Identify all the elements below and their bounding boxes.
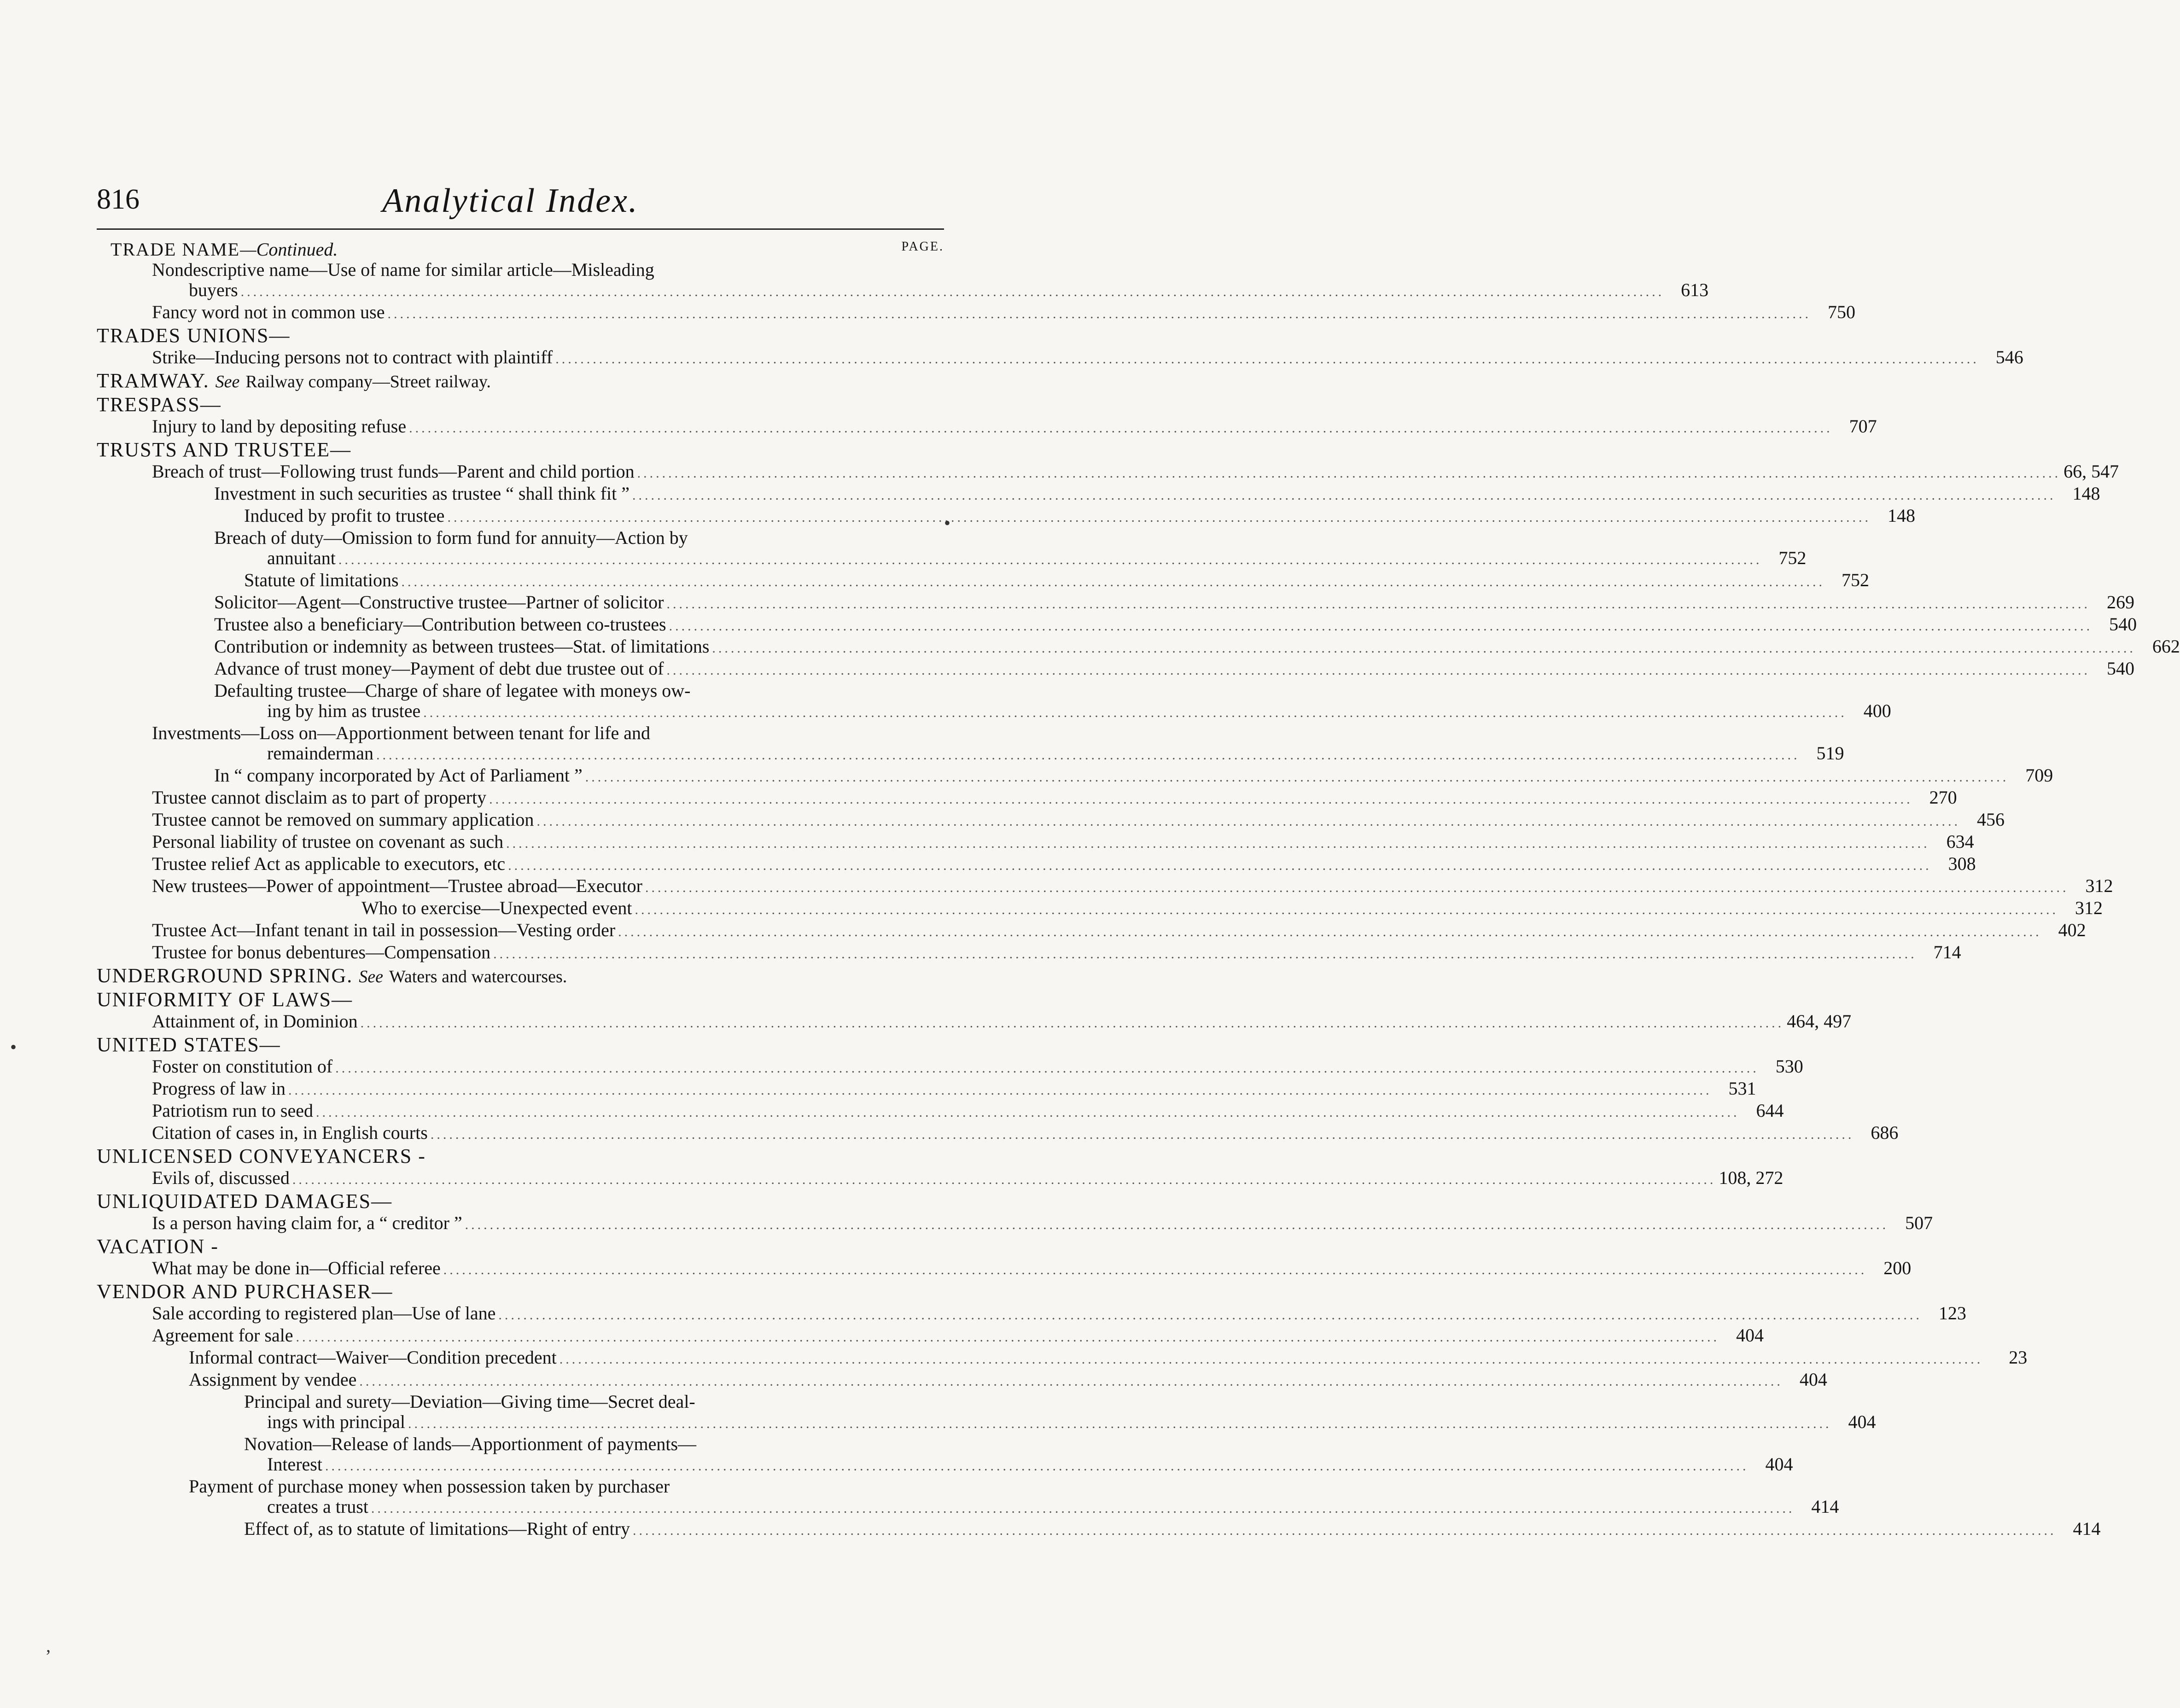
index-line — [97, 1011, 1852, 1033]
page-ref: 66, 547 — [2063, 461, 2119, 482]
page-ref: 540 — [2109, 614, 2137, 635]
entry-text: Injury to land by depositing refuse — [152, 416, 407, 437]
entry-text: Defaulting trustee—Charge of share of legatee with moneys ow- — [214, 680, 691, 701]
index-line — [97, 1476, 944, 1497]
page-ref: 200 — [1883, 1258, 1912, 1278]
entry-text: Agreement for sale — [152, 1325, 293, 1346]
entry-text: Strike—Inducing persons not to contract with plaintiff — [152, 347, 553, 367]
column-head — [97, 230, 944, 258]
dot-leader — [385, 304, 1814, 324]
heading-text: VACATION - — [97, 1235, 219, 1258]
dot-leader — [486, 789, 1916, 810]
page-ref: 456 — [1976, 809, 2005, 830]
page-ref: 714 — [1933, 942, 1961, 962]
index-line — [97, 636, 2180, 659]
page-ref: 752 — [1842, 570, 1870, 590]
dot-leader — [238, 282, 1667, 302]
page-ref: 752 — [1778, 548, 1807, 568]
page-ref: 148 — [1887, 505, 1915, 526]
entry-text: Interest — [267, 1454, 322, 1475]
index-line — [97, 898, 2103, 920]
heading-text: TRADES UNIONS— — [97, 324, 291, 347]
entry-text: Breach of trust—Following trust funds—Parent and child portion — [152, 461, 635, 482]
page-ref: 308 — [1948, 853, 1976, 874]
dot-leader — [503, 834, 1933, 854]
index-heading — [97, 1145, 944, 1168]
entry-text: Trustee for bonus debentures—Compensation — [152, 942, 491, 962]
index-line — [97, 1100, 1784, 1123]
heading-text: VENDOR AND PURCHASER— — [97, 1280, 393, 1303]
page-ref: 404 — [1848, 1411, 1876, 1432]
entry-text: Investment in such securities as trustee “ shall think fit ” — [214, 483, 630, 504]
entry-text: Investments—Loss on—Apportionment between tenant for life and — [152, 723, 650, 743]
page-ref: 686 — [1871, 1122, 1899, 1143]
margin-mark-left: • — [10, 1037, 17, 1057]
page-ref: 414 — [2073, 1518, 2101, 1539]
index-line — [97, 505, 1915, 528]
entry-text: Progress of law in — [152, 1078, 286, 1099]
entry-text: Solicitor—Agent—Constructive trustee—Partner of solicitor — [214, 592, 664, 612]
page-ref: 400 — [1863, 700, 1891, 721]
entry-text: Sale according to registered plan—Use of lane — [152, 1303, 496, 1323]
dot-leader — [557, 1349, 1986, 1370]
page-ref: 531 — [1728, 1078, 1756, 1099]
dot-leader — [293, 1327, 1723, 1347]
page-ref: 519 — [1816, 743, 1844, 764]
index-heading — [97, 988, 944, 1011]
index-line — [97, 942, 1961, 964]
index-line — [97, 1056, 1803, 1078]
page-ref: 312 — [2075, 898, 2103, 918]
page-ref: 707 — [1849, 416, 1877, 437]
entry-text: Citation of cases in, in English courts — [152, 1122, 428, 1143]
dot-leader — [358, 1013, 1787, 1033]
dot-leader — [368, 1498, 1798, 1519]
index-line — [97, 302, 1855, 324]
dot-leader — [406, 418, 1836, 438]
page-ref: 507 — [1905, 1213, 1933, 1233]
entry-text: Fancy word not in common use — [152, 302, 385, 322]
dot-leader — [356, 1371, 1786, 1392]
index-heading — [97, 1033, 944, 1056]
dot-leader — [290, 1170, 1719, 1190]
entry-text: Patriotism run to seed — [152, 1100, 313, 1121]
index-line — [97, 483, 2100, 506]
page-ref: 414 — [1811, 1496, 1839, 1517]
continued-label: —Continued. — [240, 239, 338, 260]
index-line — [97, 592, 2134, 614]
dot-leader — [664, 660, 2093, 681]
dot-leader — [642, 878, 2072, 898]
heading-text: TRAMWAY. — [97, 369, 210, 392]
page-ref: 312 — [2085, 875, 2113, 896]
dot-leader — [313, 1102, 1743, 1123]
dot-leader — [336, 550, 1765, 570]
page-ref: 634 — [1946, 831, 1974, 852]
dot-leader — [332, 1058, 1762, 1078]
entry-text: Payment of purchase money when possession taken by purchaser — [189, 1476, 670, 1497]
index-line — [97, 260, 944, 280]
index-line — [97, 1369, 1827, 1392]
entry-text: Statute of limitations — [244, 570, 399, 590]
index-line — [97, 743, 1844, 765]
index-heading — [97, 369, 944, 393]
index-line — [97, 347, 2023, 369]
index-line — [97, 614, 2137, 636]
index-heading — [97, 324, 944, 347]
page-ref: 148 — [2072, 483, 2100, 504]
dot-leader — [405, 1414, 1835, 1434]
dot-leader — [441, 1260, 1870, 1280]
heading-text: TRESPASS— — [97, 393, 221, 416]
entry-text: Contribution or indemnity as between trustees—Stat. of limitations — [214, 636, 710, 657]
index-heading — [97, 1280, 944, 1303]
dot-leader — [664, 594, 2093, 614]
index-line — [97, 1434, 944, 1454]
entry-text: Informal contract—Waiver—Condition precedent — [189, 1347, 557, 1368]
index-line — [97, 681, 944, 701]
index-line — [97, 658, 2134, 681]
entry-text: Induced by profit to trustee — [244, 505, 445, 526]
index-line — [97, 1392, 944, 1412]
entry-text: buyers — [189, 280, 238, 300]
index-line — [97, 1303, 1966, 1325]
dot-leader — [615, 922, 2045, 942]
entry-text: Effect of, as to statute of limitations—Right of entry — [244, 1518, 630, 1539]
page-ref: 662 — [2152, 636, 2180, 657]
entry-text: Trustee Act—Infant tenant in tail in possession—Vesting order — [152, 920, 616, 940]
index-line — [97, 853, 1976, 876]
heading-text: UNDERGROUND SPRING. — [97, 964, 353, 987]
entry-text: Trustee cannot be removed on summary application — [152, 809, 534, 830]
entry-text: Breach of duty—Omission to form fund for annuity—Action by — [214, 527, 688, 548]
page-ref: 644 — [1756, 1100, 1784, 1121]
page-ref: 404 — [1736, 1325, 1764, 1346]
index-line — [97, 831, 1974, 854]
index-line — [97, 809, 2005, 832]
dot-leader — [635, 463, 2064, 484]
index-heading — [97, 1190, 944, 1213]
heading-text: UNIFORMITY OF LAWS— — [97, 988, 353, 1011]
dot-leader — [286, 1080, 1715, 1101]
index-line — [97, 1518, 2101, 1541]
dot-leader — [462, 1215, 1892, 1235]
see-label: See — [215, 372, 240, 391]
page-ref: 404 — [1765, 1454, 1793, 1475]
index-line — [97, 1325, 1764, 1347]
index-heading — [97, 964, 944, 988]
page-ref: 709 — [2025, 765, 2053, 786]
entry-text: Trustee cannot disclaim as to part of property — [152, 787, 487, 808]
page-ref: 464, 497 — [1787, 1011, 1852, 1032]
index-line — [97, 875, 2113, 898]
index-line — [97, 548, 1807, 570]
index-line — [97, 1078, 1756, 1101]
dot-leader — [632, 900, 2062, 920]
entry-text: Principal and surety—Deviation—Giving time—Secret deal- — [244, 1391, 695, 1412]
entry-text: Is a person having claim for, a “ creditor ” — [152, 1213, 462, 1233]
page-ref: 530 — [1775, 1056, 1803, 1077]
index-line — [97, 1347, 2028, 1370]
index-line — [97, 1454, 1793, 1476]
page-header — [97, 175, 944, 230]
dot-leader — [399, 572, 1828, 592]
index-line — [97, 1167, 1784, 1190]
dot-leader — [505, 856, 1935, 876]
page-ref: 402 — [2058, 920, 2086, 940]
heading-text: UNLICENSED CONVEYANCERS - — [97, 1145, 426, 1167]
heading-text: UNLIQUIDATED DAMAGES— — [97, 1190, 393, 1213]
index-heading — [97, 438, 944, 461]
dot-leader — [630, 1521, 2059, 1541]
running-title: Analytical Index. — [382, 182, 639, 220]
index-line — [97, 416, 1877, 438]
entry-text: ing by him as trustee — [267, 700, 421, 721]
entry-text: remainderman — [267, 743, 373, 764]
index-line — [97, 723, 944, 743]
page-ref: 123 — [1938, 1303, 1966, 1323]
entry-text: Novation—Release of lands—Apportionment of payments— — [244, 1434, 697, 1454]
entry-text: Advance of trust money—Payment of debt due trustee out of — [214, 658, 664, 679]
entry-text: Evils of, discussed — [152, 1167, 290, 1188]
page-ref: 270 — [1929, 787, 1957, 808]
dot-leader — [428, 1125, 1857, 1145]
page-ref: 23 — [2009, 1347, 2028, 1368]
dot-leader — [322, 1456, 1752, 1476]
margin-mark-bottom: , — [46, 1635, 51, 1656]
entry-text: In “ company incorporated by Act of Parliament ” — [214, 765, 583, 786]
entry-text: Foster on constitution of — [152, 1056, 333, 1077]
entry-text: Nondescriptive name—Use of name for similar article—Misleading — [152, 259, 654, 280]
page-ref: 613 — [1681, 280, 1709, 300]
dot-leader — [373, 745, 1803, 765]
entry-text: Who to exercise—Unexpected event — [361, 898, 632, 918]
margin-mark-right: • — [944, 513, 951, 533]
index-line — [97, 570, 1870, 592]
index-line — [97, 1122, 1899, 1145]
header-rule — [97, 228, 944, 230]
index-line — [97, 280, 1709, 302]
index-line — [97, 1496, 1839, 1519]
page-column-label: PAGE. — [901, 239, 944, 254]
dot-leader — [630, 485, 2059, 506]
page-number: 816 — [97, 184, 140, 215]
index-heading — [97, 1235, 944, 1258]
index-heading — [97, 393, 944, 416]
dot-leader — [490, 944, 1920, 964]
dot-leader — [553, 349, 1982, 369]
entry-text: ings with principal — [267, 1411, 405, 1432]
index-line — [97, 700, 1891, 723]
page-ref: 108, 272 — [1719, 1167, 1784, 1188]
index-line — [97, 1213, 1933, 1235]
page-ref: 540 — [2106, 658, 2134, 679]
index-line — [97, 1411, 1876, 1434]
entry-text: Trustee also a beneficiary—Contribution between co-trustees — [214, 614, 666, 635]
index-page — [97, 175, 2180, 1541]
dot-leader — [709, 638, 2139, 659]
entry-text: New trustees—Power of appointment—Trustee abroad—Executor — [152, 875, 642, 896]
entry-text: Assignment by vendee — [189, 1369, 357, 1390]
see-label: See — [359, 967, 384, 986]
dot-leader — [534, 811, 1963, 832]
index-line — [97, 528, 944, 548]
index-line — [97, 765, 2053, 787]
entry-text: Trustee relief Act as applicable to executors, etc — [152, 853, 506, 874]
continued-topic-heading — [111, 239, 338, 260]
page-ref: 750 — [1828, 302, 1855, 322]
index-line — [97, 1258, 1912, 1280]
index-line — [97, 461, 2119, 484]
entry-text: Personal liability of trustee on covenant as such — [152, 831, 504, 852]
dot-leader — [583, 767, 2012, 787]
dot-leader — [420, 703, 1850, 723]
dot-leader — [495, 1305, 1925, 1325]
heading-text: TRUSTS AND TRUSTEE— — [97, 438, 352, 461]
page-ref: 404 — [1799, 1369, 1827, 1390]
cross-reference: Railway company—Street railway. — [245, 372, 491, 391]
dot-leader — [444, 507, 1874, 528]
cross-reference: Waters and watercourses. — [389, 967, 567, 986]
index-line — [97, 920, 2086, 942]
page-ref: 269 — [2106, 592, 2134, 612]
dot-leader — [666, 616, 2096, 636]
index-line — [97, 787, 1957, 810]
index-entries — [97, 259, 2180, 1541]
entry-text: annuitant — [267, 548, 336, 568]
entry-text: Attainment of, in Dominion — [152, 1011, 358, 1032]
entry-text: creates a trust — [267, 1496, 368, 1517]
entry-text: What may be done in—Official referee — [152, 1258, 441, 1278]
continued-topic: TRADE NAME — [111, 239, 240, 260]
heading-text: UNITED STATES— — [97, 1033, 281, 1056]
page-ref: 546 — [1995, 347, 2023, 367]
